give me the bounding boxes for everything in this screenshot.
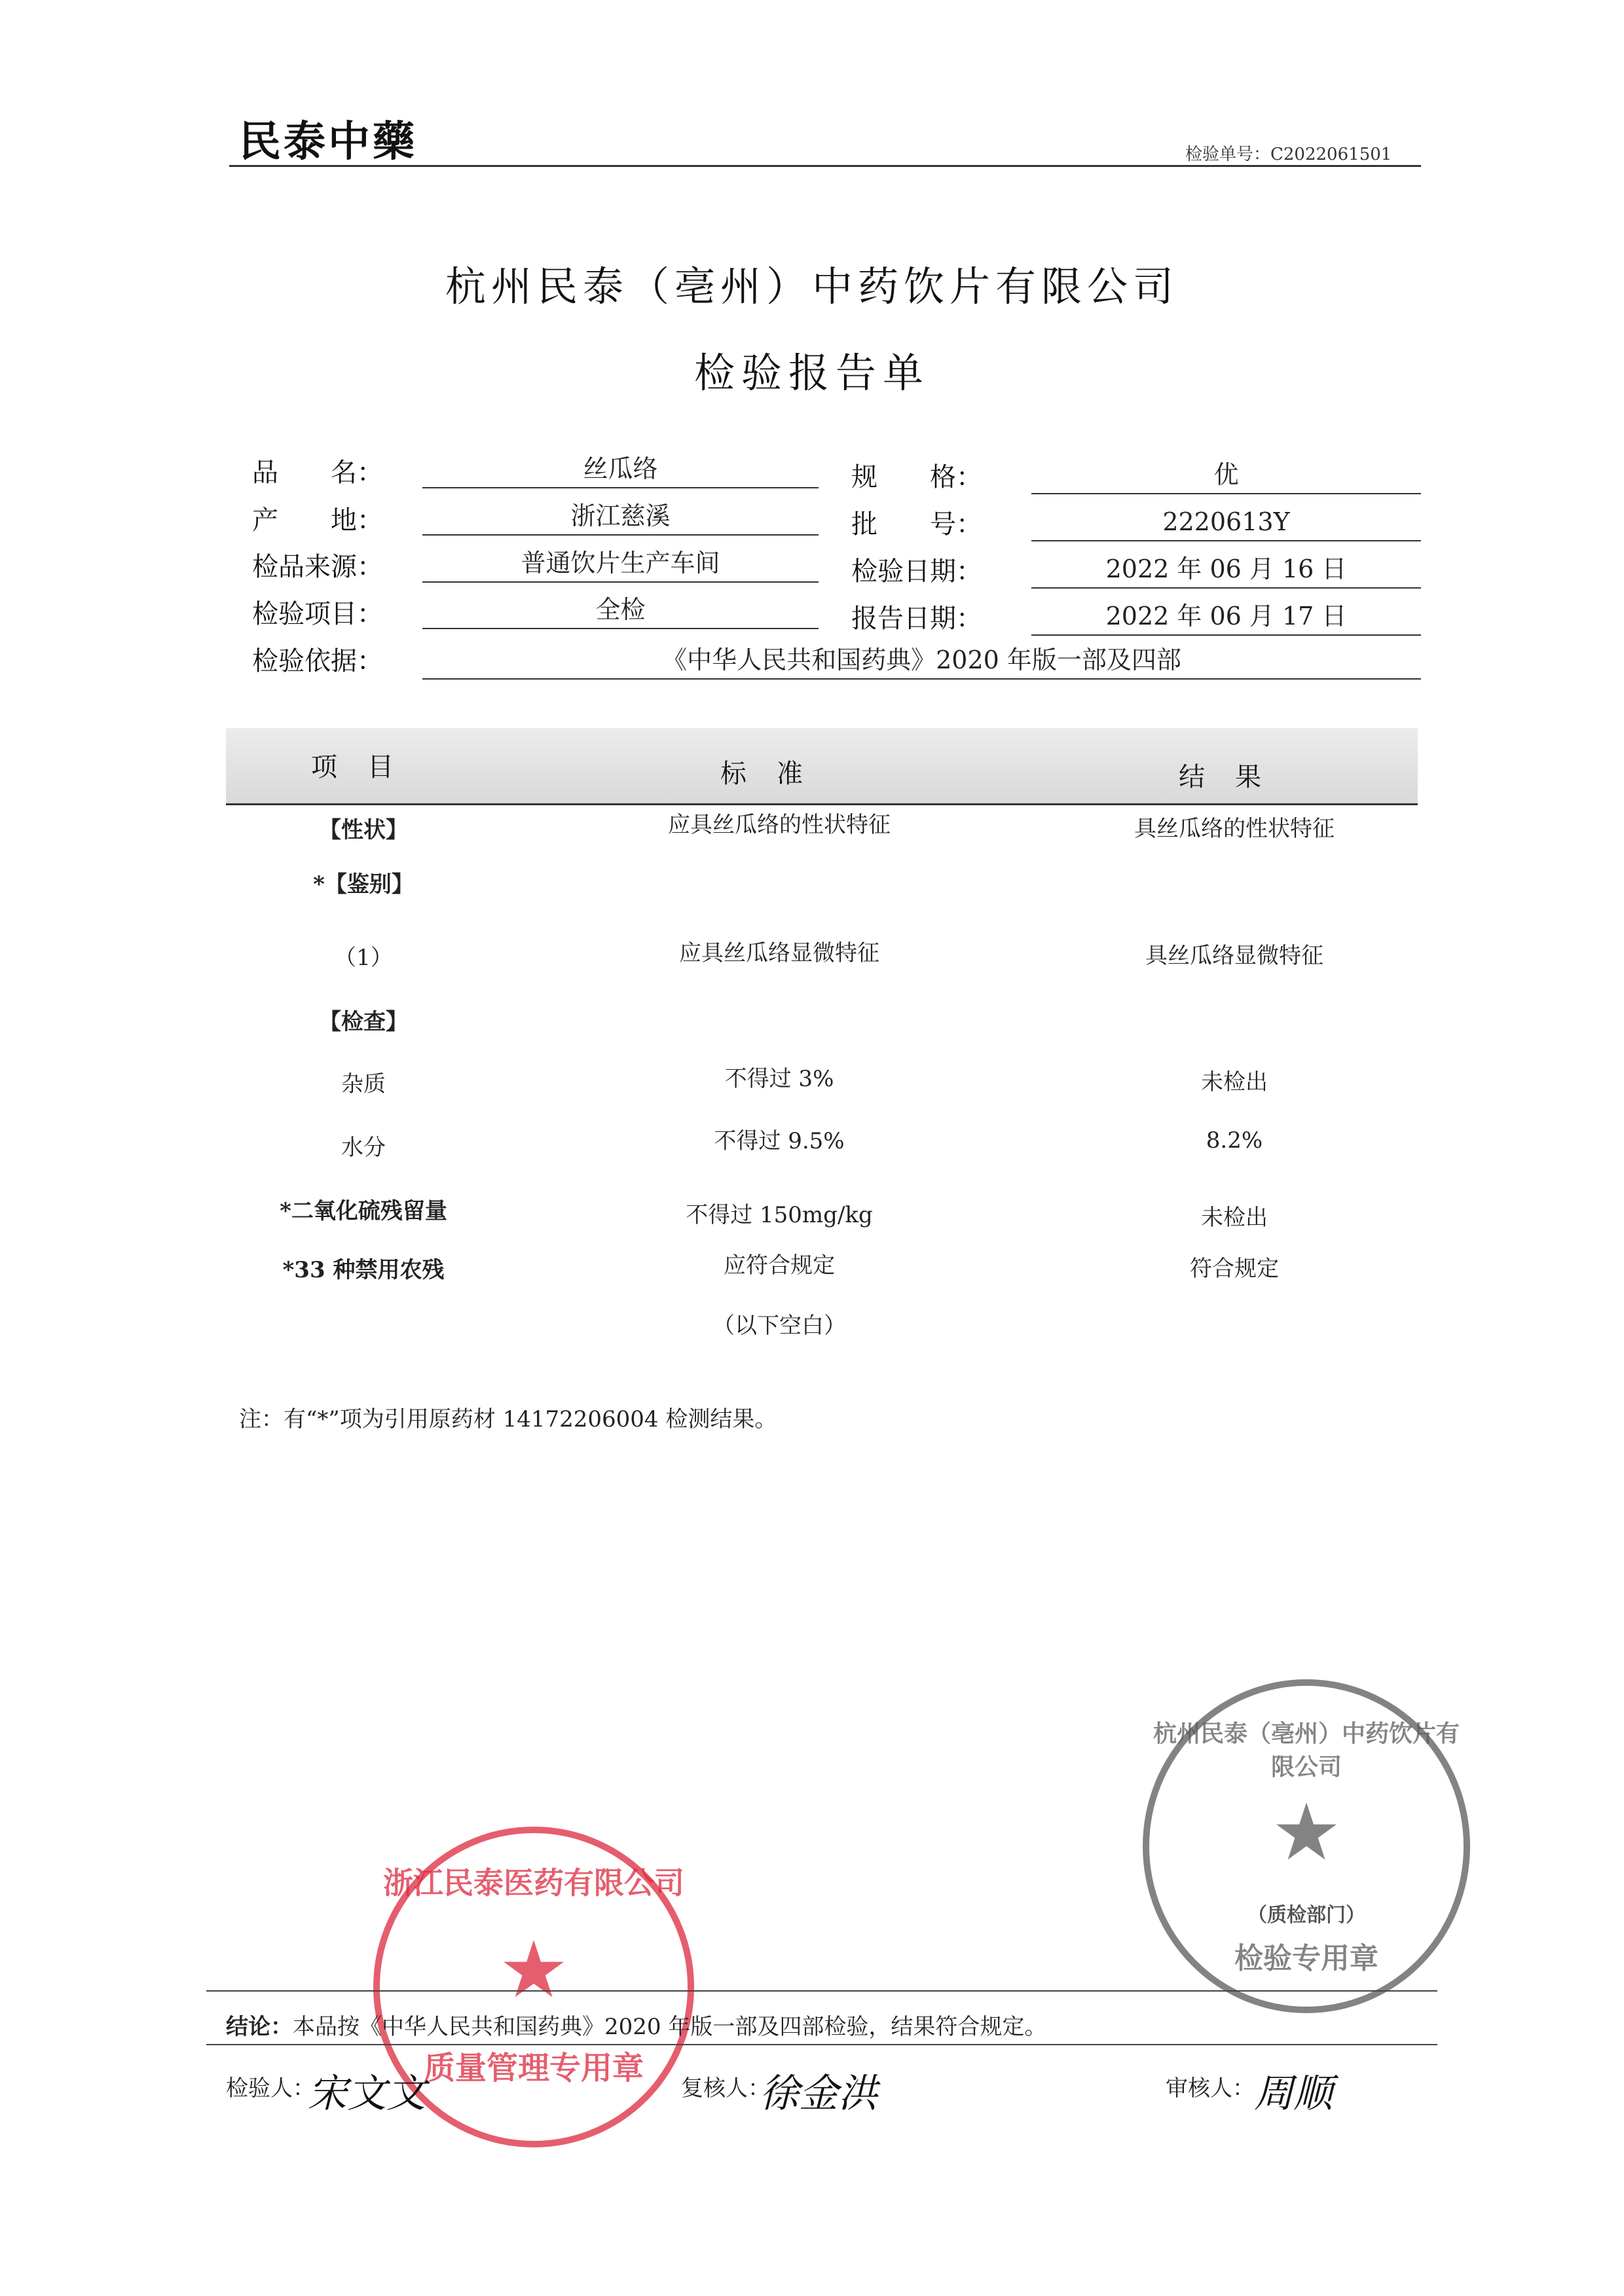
- approver-label: 审核人：: [1166, 2075, 1255, 2102]
- conclusion-label: 结论：: [226, 2014, 293, 2040]
- basis-value: 《中华人民共和国药典》2020 年版一部及四部: [422, 642, 1421, 680]
- row-result: 具丝瓜络的性状特征: [1134, 816, 1335, 842]
- header-divider: [229, 165, 1421, 167]
- col-result-header: 结果: [1179, 762, 1291, 792]
- col-standard-header: 标准: [720, 759, 833, 789]
- conclusion-text: 本品按《中华人民共和国药典》2020 年版一部及四部检验，结果符合规定。: [293, 2014, 1047, 2040]
- item-value: 全检: [422, 591, 819, 629]
- row-standard: 应符合规定: [724, 1252, 835, 1279]
- report-number: 检验单号：C2022061501: [1185, 145, 1392, 164]
- spec-value: 优: [1031, 456, 1421, 494]
- origin-value: 浙江慈溪: [422, 498, 819, 536]
- batch-value: 2220613Y: [1031, 503, 1421, 541]
- basis-label: 检验依据：: [252, 646, 383, 676]
- red-seal-ring-text: 浙江民泰医药有限公司: [383, 1865, 684, 1901]
- row-item: 水分: [341, 1135, 386, 1161]
- test-date-label: 检验日期：: [851, 556, 982, 587]
- report-title: 检验报告单: [693, 349, 930, 397]
- row-standard: 不得过 150mg/kg: [686, 1202, 873, 1228]
- conclusion-top-rule: [206, 1990, 1437, 1992]
- report-date-value: 2022 年 06 月 17 日: [1031, 598, 1421, 636]
- company-title: 杭州民泰（亳州）中药饮片有限公司: [445, 263, 1179, 310]
- star-icon: ★: [1271, 1787, 1342, 1878]
- col-item-header: 项目: [311, 752, 424, 782]
- inspector-label: 检验人：: [226, 2075, 315, 2102]
- gray-seal-ring-text: 杭州民泰（亳州）中药饮片有限公司: [1153, 1720, 1460, 1781]
- source-label: 检品来源：: [252, 552, 383, 582]
- row-result: 未检出: [1201, 1069, 1268, 1095]
- approver-signature: 周顺: [1254, 2071, 1333, 2117]
- reviewer-label: 复核人：: [681, 2075, 770, 2102]
- gray-inspection-seal: [1143, 1679, 1470, 2013]
- row-result: 未检出: [1201, 1205, 1268, 1231]
- row-item: 杂质: [341, 1071, 386, 1097]
- red-seal-center-text: 质量管理专用章: [423, 2050, 644, 2086]
- test-date-value: 2022 年 06 月 16 日: [1031, 551, 1421, 589]
- reviewer-signature: 徐金洪: [760, 2071, 877, 2117]
- row-result: 8.2%: [1206, 1127, 1263, 1154]
- row-item: *二氧化硫残留量: [280, 1198, 447, 1224]
- name-label: 品 名：: [252, 458, 383, 488]
- row-result: 符合规定: [1190, 1256, 1279, 1282]
- company-logo: 民泰中藥: [239, 117, 417, 166]
- row-standard: 应具丝瓜络的性状特征: [668, 812, 891, 838]
- blank-marker: （以下空白）: [712, 1313, 846, 1339]
- spec-label: 规 格：: [851, 462, 982, 492]
- row-item: 【检查】: [319, 1009, 408, 1035]
- row-item: *【鉴别】: [313, 871, 414, 898]
- name-value: 丝瓜络: [422, 450, 819, 488]
- gray-seal-sub-text: （质检部门）: [1247, 1904, 1365, 1927]
- inspector-signature: 宋文文: [308, 2071, 426, 2117]
- origin-label: 产 地：: [252, 505, 383, 536]
- row-standard: 不得过 3%: [724, 1066, 834, 1092]
- row-item: 【性状】: [319, 817, 408, 843]
- row-item: （1）: [334, 945, 393, 971]
- star-icon: ★: [498, 1925, 569, 2016]
- item-label: 检验项目：: [252, 599, 383, 629]
- report-date-label: 报告日期：: [851, 604, 982, 634]
- gray-seal-center-text: 检验专用章: [1234, 1942, 1378, 1975]
- conclusion-bottom-rule: [206, 2044, 1437, 2045]
- row-item: *33 种禁用农残: [282, 1257, 445, 1283]
- source-value: 普通饮片生产车间: [422, 545, 819, 583]
- row-result: 具丝瓜络显微特征: [1145, 943, 1323, 969]
- conclusion: [226, 2009, 1046, 2041]
- row-standard: 不得过 9.5%: [714, 1128, 845, 1154]
- footnote: 注：有“*”项为引用原药材 14172206004 检测结果。: [239, 1406, 777, 1432]
- row-standard: 应具丝瓜络显微特征: [679, 940, 879, 966]
- batch-label: 批 号：: [851, 509, 982, 539]
